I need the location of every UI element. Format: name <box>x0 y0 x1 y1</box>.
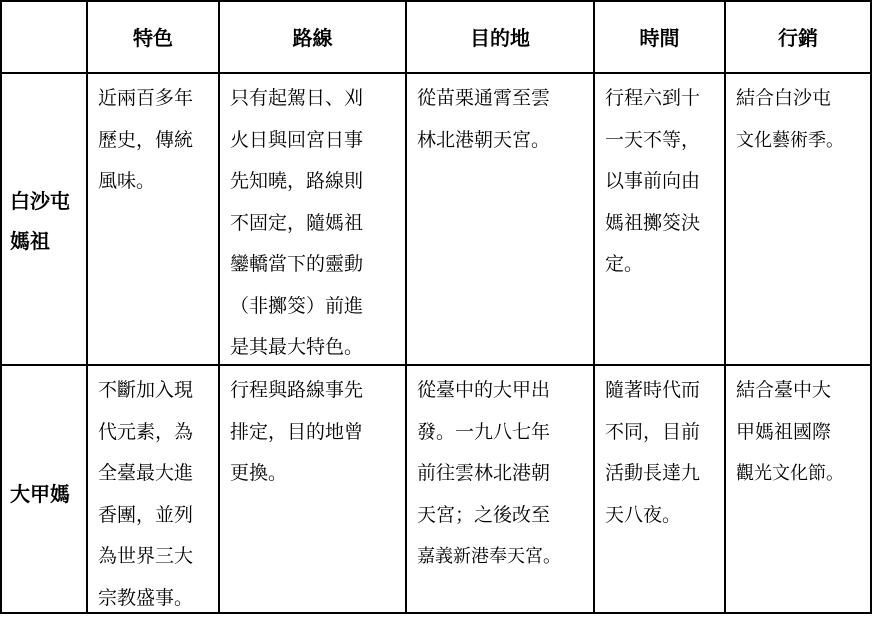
col-divider <box>86 0 88 614</box>
cell-line: 嘉義新港奉天宮。 <box>417 546 561 567</box>
cell-route <box>230 78 363 369</box>
cell-line: 代元素，為 <box>98 420 194 443</box>
cell-line: 不固定，隨媽祖 <box>230 211 364 234</box>
cell-time <box>605 78 700 286</box>
cell-line: 香團，並列 <box>98 503 194 526</box>
cell-line: 排定，目的地曾 <box>230 420 364 443</box>
header-divider <box>0 72 872 74</box>
cell-line: 從臺中的大甲出 <box>417 379 551 401</box>
header-cell-feature: 特色 <box>133 25 173 50</box>
cell-line: 全臺最大進 <box>98 462 194 484</box>
row-divider <box>0 364 872 366</box>
cell-line: 從苗栗通霄至雲 <box>417 87 551 109</box>
cell-line: 甲媽祖國際 <box>736 420 832 443</box>
cell-line: （非擲筊）前進 <box>230 294 364 317</box>
cell-line: 定。 <box>605 253 644 275</box>
cell-line: 更換。 <box>230 462 288 484</box>
cell-line: 是其最大特色。 <box>230 336 364 358</box>
cell-line: 不同，目前 <box>605 420 701 443</box>
cell-line: 林北港朝天宮。 <box>417 128 551 151</box>
cell-destination <box>417 370 561 578</box>
col-divider <box>593 0 595 614</box>
cell-line: 宗教盛事。 <box>98 586 194 609</box>
cell-line: 天八夜。 <box>605 503 682 526</box>
cell-line: 隨著時代而 <box>605 379 701 401</box>
cell-route <box>230 370 363 495</box>
cell-destination <box>417 78 550 161</box>
cell-line: 活動長達九 <box>605 462 701 484</box>
header-cell-time: 時間 <box>639 25 680 50</box>
col-divider <box>405 0 407 614</box>
cell-marketing <box>736 78 844 161</box>
cell-line: 為世界三大 <box>98 545 194 567</box>
col-divider <box>724 0 726 614</box>
cell-line: 行程六到十 <box>605 87 701 109</box>
cell-line: 火日與回宮日事 <box>230 128 364 151</box>
cell-line: 觀光文化節。 <box>736 463 844 484</box>
cell-time <box>605 370 700 536</box>
row-header-dajia <box>10 474 70 514</box>
header-cell-corner <box>2 0 86 72</box>
row-header-baishatun <box>10 181 70 261</box>
header-cell-route: 路線 <box>292 25 333 50</box>
cell-line: 鑾轎當下的靈動 <box>230 253 364 275</box>
cell-line: 前往雲林北港朝 <box>417 462 551 484</box>
cell-line: 天宮；之後改至 <box>417 503 551 526</box>
cell-line: 發。一九八七年 <box>417 420 551 443</box>
cell-line: 不斷加入現 <box>98 379 194 401</box>
cell-line: 媽祖擲筊決 <box>605 211 701 234</box>
cell-line: 結合臺中大 <box>736 379 832 401</box>
cell-line: 歷史，傳統 <box>98 128 194 151</box>
cell-line: 風味。 <box>98 170 156 192</box>
cell-line: 結合白沙屯 <box>736 87 832 109</box>
cell-line: 先知曉，路線則 <box>230 170 364 192</box>
cell-feature <box>98 370 193 619</box>
cell-marketing <box>736 370 844 495</box>
cell-line: 近兩百多年 <box>98 87 194 109</box>
cell-line: 只有起駕日、刈 <box>230 87 364 109</box>
row-header-line: 白沙屯 <box>10 189 70 213</box>
row-header-line: 媽祖 <box>10 229 50 253</box>
header-cell-destination: 目的地 <box>470 25 530 50</box>
cell-line: 一天不等， <box>605 128 701 151</box>
cell-line: 以事前向由 <box>605 170 701 192</box>
row-header-line: 大甲媽 <box>10 482 70 506</box>
cell-line: 行程與路線事先 <box>230 379 364 401</box>
cell-feature <box>98 78 193 203</box>
col-divider <box>0 0 2 614</box>
col-divider <box>218 0 220 614</box>
cell-line: 文化藝術季。 <box>736 129 844 151</box>
header-cell-marketing: 行銷 <box>778 25 818 50</box>
